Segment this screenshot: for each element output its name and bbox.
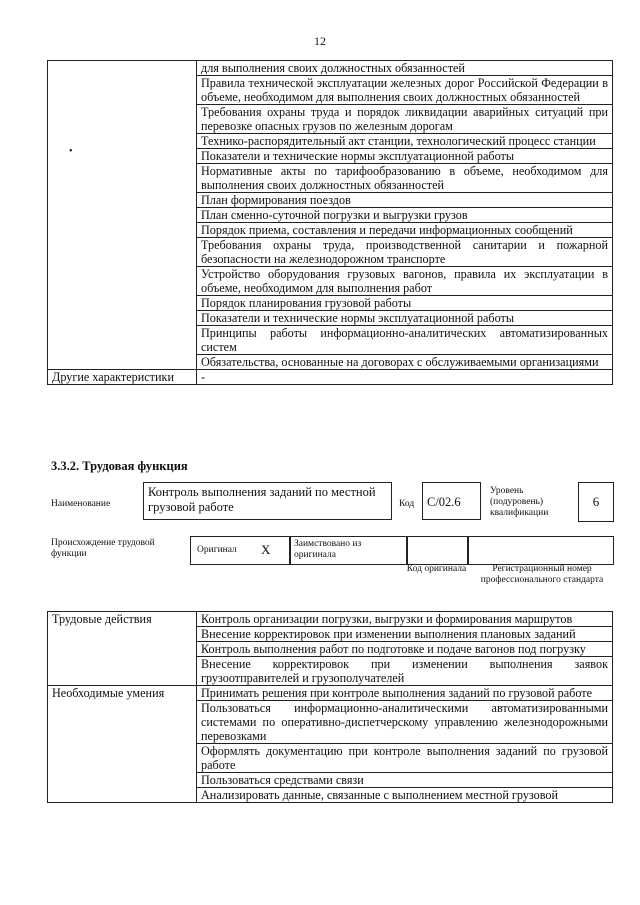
table-row bbox=[48, 686, 613, 701]
table-cell: Пользоваться информационно-аналитическими автоматизированными системами по оперативно-диспетчерскому управлению железнодорожными перевозками bbox=[197, 701, 613, 744]
table-cell: Пользоваться средствами связи bbox=[197, 773, 613, 788]
table-cell: Внесение корректировок при изменении выполнения заявок грузоотправителей и грузополучателей bbox=[197, 657, 613, 686]
code-label: Код bbox=[399, 499, 415, 509]
origin-label: Происхождение трудовой функции bbox=[51, 538, 155, 559]
section-heading: 3.3.2. Трудовая функция bbox=[51, 459, 188, 473]
function-name: Контроль выполнения заданий по местной грузовой работе bbox=[143, 482, 392, 520]
table-cell: Технико-распорядительный акт станции, технологический процесс станции bbox=[197, 134, 613, 149]
table-cell: Контроль организации погрузки, выгрузки и формирования маршрутов bbox=[197, 612, 613, 627]
table-cell: План формирования поездов bbox=[197, 193, 613, 208]
table-cell: Принципы работы информационно-аналитических автоматизированных систем bbox=[197, 326, 613, 355]
table-cell: Принимать решения при контроле выполнения заданий по грузовой работе bbox=[197, 686, 613, 701]
function-code: С/02.6 bbox=[422, 482, 481, 520]
function-table bbox=[47, 611, 613, 803]
name-label: Наименование bbox=[51, 499, 111, 509]
table-cell: Устройство оборудования грузовых вагонов, правила их эксплуатации в объеме, необходимом для выполнения работ bbox=[197, 267, 613, 296]
group-label: Необходимые умения bbox=[48, 686, 197, 803]
reg-number-label: Регистрационный номер профессионального стандарта bbox=[480, 564, 604, 585]
empty-label-cell bbox=[48, 61, 197, 370]
level-label: Уровень (подуровень) квалификации bbox=[490, 486, 549, 518]
code-original-label: Код оригинала bbox=[406, 564, 467, 574]
table-cell: Показатели и технические нормы эксплуатационной работы bbox=[197, 149, 613, 164]
page-number: 12 bbox=[314, 34, 326, 48]
table-cell: Правила технической эксплуатации железных дорог Российской Федерации в объеме, необходимом для выполнения своих должностных обязанностей bbox=[197, 76, 613, 105]
other-characteristics-label: Другие характеристики bbox=[48, 370, 197, 385]
table-cell: Внесение корректировок при изменении выполнения плановых заданий bbox=[197, 627, 613, 642]
level-value: 6 bbox=[578, 482, 614, 522]
table-cell: Требования охраны труда и порядок ликвидации аварийных ситуаций при перевозке опасных грузов по железным дорогам bbox=[197, 105, 613, 134]
table-cell: Обязательства, основанные на договорах с обслуживаемыми организациями bbox=[197, 355, 613, 370]
original-mark: X bbox=[261, 542, 271, 557]
reg-number-box bbox=[467, 536, 614, 565]
table-cell: Контроль выполнения работ по подготовке и подаче вагонов под погрузку bbox=[197, 642, 613, 657]
borrowed-box bbox=[289, 536, 408, 565]
borrowed-label: Заимствовано из оригинала bbox=[294, 539, 362, 560]
other-characteristics-value: - bbox=[197, 370, 613, 385]
table-row bbox=[48, 612, 613, 627]
table-cell: Нормативные акты по тарифообразованию в объеме, необходимом для выполнения своих должностных обязанностей bbox=[197, 164, 613, 193]
table-cell: План сменно-суточной погрузки и выгрузки грузов bbox=[197, 208, 613, 223]
table-row bbox=[48, 61, 613, 76]
table-cell: Оформлять документацию при контроле выполнения заданий по грузовой работе bbox=[197, 744, 613, 773]
table-cell: для выполнения своих должностных обязанностей bbox=[197, 61, 613, 76]
table-cell: Порядок планирования грузовой работы bbox=[197, 296, 613, 311]
table-row bbox=[48, 370, 613, 385]
table-cell: Показатели и технические нормы эксплуатационной работы bbox=[197, 311, 613, 326]
table-cell: Требования охраны труда, производственной санитарии и пожарной безопасности на железнодорожном транспорте bbox=[197, 238, 613, 267]
original-label: Оригинал bbox=[197, 545, 237, 555]
dot-mark: • bbox=[69, 146, 73, 157]
knowledge-table bbox=[47, 60, 613, 385]
group-label: Трудовые действия bbox=[48, 612, 197, 686]
original-box bbox=[190, 536, 291, 565]
table-cell: Анализировать данные, связанные с выполнением местной грузовой bbox=[197, 788, 613, 803]
table-cell: Порядок приема, составления и передачи информационных сообщений bbox=[197, 223, 613, 238]
code-original-box bbox=[406, 536, 469, 565]
